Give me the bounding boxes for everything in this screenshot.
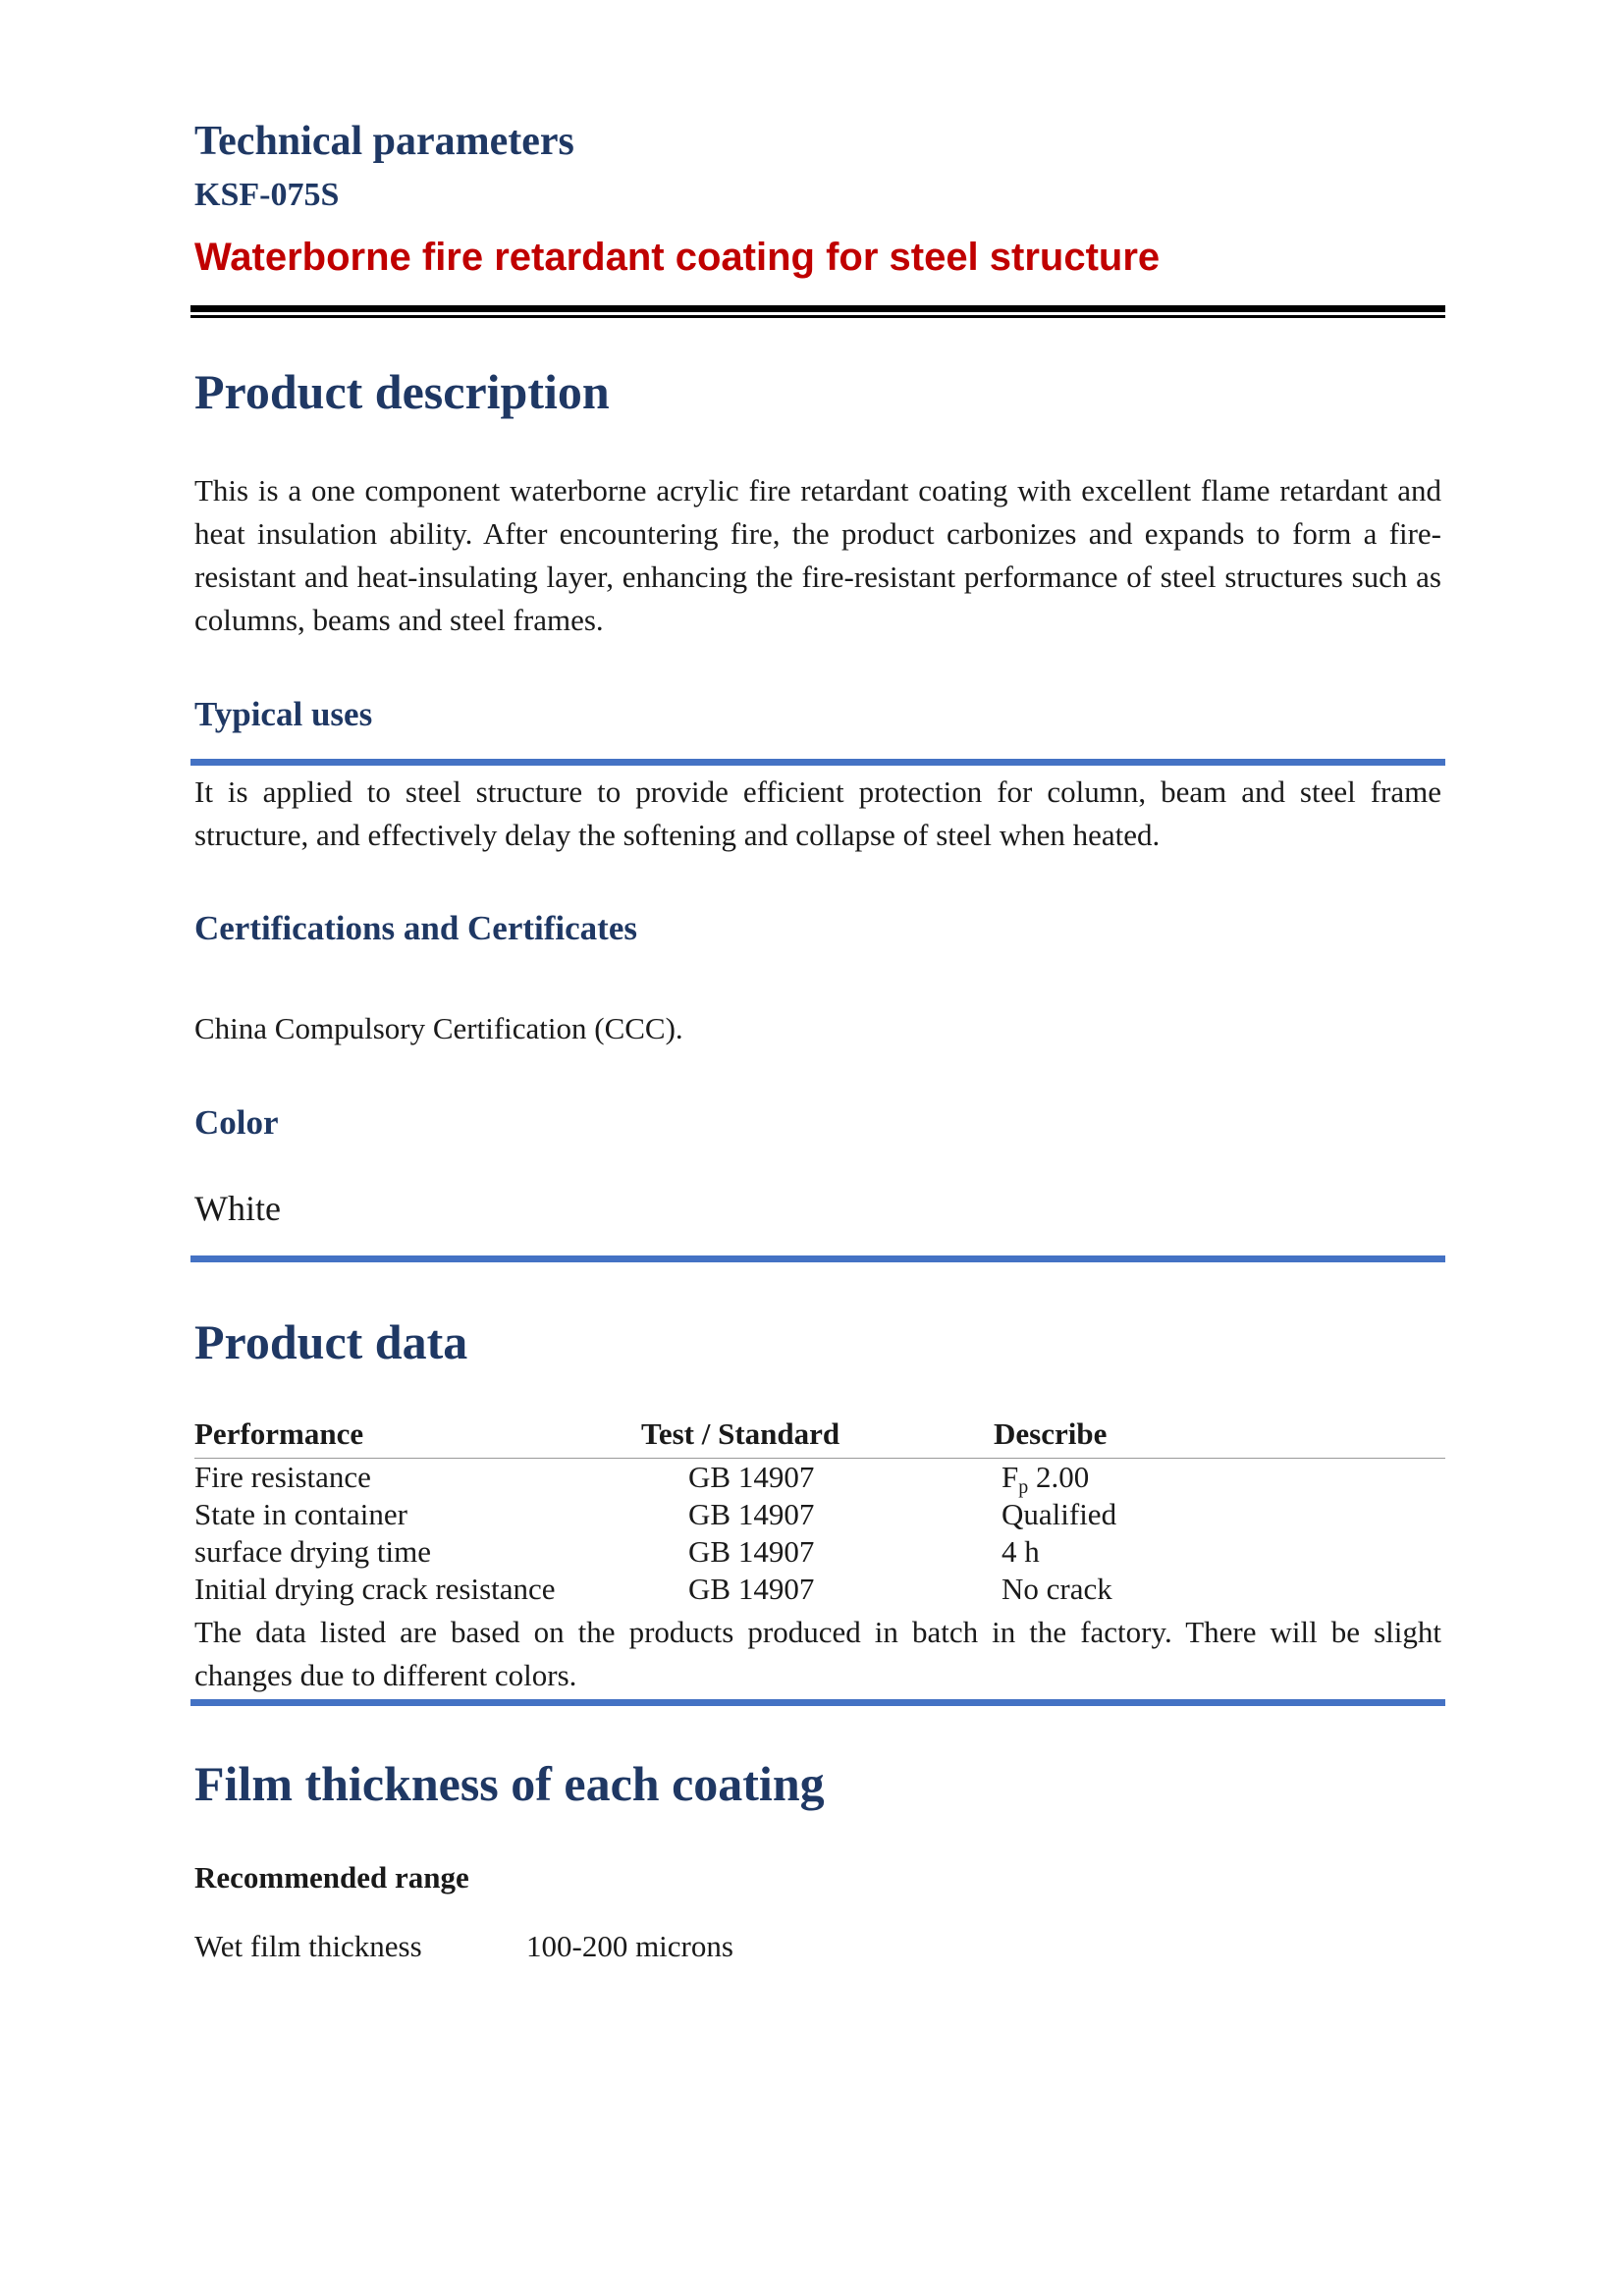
wet-film-value: 100-200 microns	[526, 1929, 733, 1963]
table-header-underline	[194, 1458, 1445, 1459]
column-header-performance: Performance	[194, 1416, 364, 1451]
table-row-performance: State in container	[194, 1497, 407, 1531]
certifications-text: China Compulsory Certification (CCC).	[194, 1011, 683, 1045]
product-name: Waterborne fire retardant coating for steel structure	[194, 236, 1161, 279]
table-row-performance: Fire resistance	[194, 1460, 371, 1494]
table-row-standard: GB 14907	[688, 1534, 815, 1569]
typical-uses-heading: Typical uses	[194, 695, 373, 733]
table-row-standard: GB 14907	[688, 1572, 815, 1606]
product-code: KSF-075S	[194, 177, 340, 213]
product-data-divider	[190, 1699, 1445, 1706]
table-row-standard: GB 14907	[688, 1497, 815, 1531]
recommended-range-heading: Recommended range	[194, 1860, 469, 1895]
wet-film-label: Wet film thickness	[194, 1929, 422, 1963]
table-row-describe: 4 h	[1001, 1534, 1040, 1569]
product-description-text: This is a one component waterborne acrylic fire retardant coating with excellent flame retardant and heat insulation ability. After encountering fire, the product carbonizes and expands to form a fire-resistant and heat-insulating layer, enhancing the fire-resistant performance of steel structures such as columns, beams and steel frames.	[194, 473, 1441, 637]
table-row-performance: Initial drying crack resistance	[194, 1572, 556, 1606]
table-row-standard: GB 14907	[688, 1460, 815, 1494]
product-description-heading: Product description	[194, 364, 610, 419]
typical-uses-text: It is applied to steel structure to provide efficient protection for column, beam and steel frame structure, and effectively delay the softening and collapse of steel when heated.	[194, 774, 1441, 852]
product-data-heading: Product data	[194, 1314, 468, 1369]
column-header-standard: Test / Standard	[641, 1416, 840, 1451]
typical-uses-divider	[190, 759, 1445, 766]
film-thickness-heading: Film thickness of each coating	[194, 1756, 825, 1811]
column-header-describe: Describe	[994, 1416, 1108, 1451]
header-divider-thick	[190, 305, 1445, 312]
certifications-heading: Certifications and Certificates	[194, 909, 637, 947]
table-row-describe: Qualified	[1001, 1497, 1117, 1531]
table-row-describe: No crack	[1001, 1572, 1112, 1606]
color-heading: Color	[194, 1103, 279, 1142]
table-row-performance: surface drying time	[194, 1534, 432, 1569]
product-data-note: The data listed are based on the products produced in batch in the factory. There will be slight changes due to different colors.	[194, 1615, 1441, 1692]
document-title: Technical parameters	[194, 119, 574, 164]
header-divider-thin	[190, 315, 1445, 318]
color-divider	[190, 1255, 1445, 1262]
color-value: White	[194, 1189, 281, 1228]
table-row-describe: $F_p$ 2.00	[1001, 1460, 1090, 1498]
